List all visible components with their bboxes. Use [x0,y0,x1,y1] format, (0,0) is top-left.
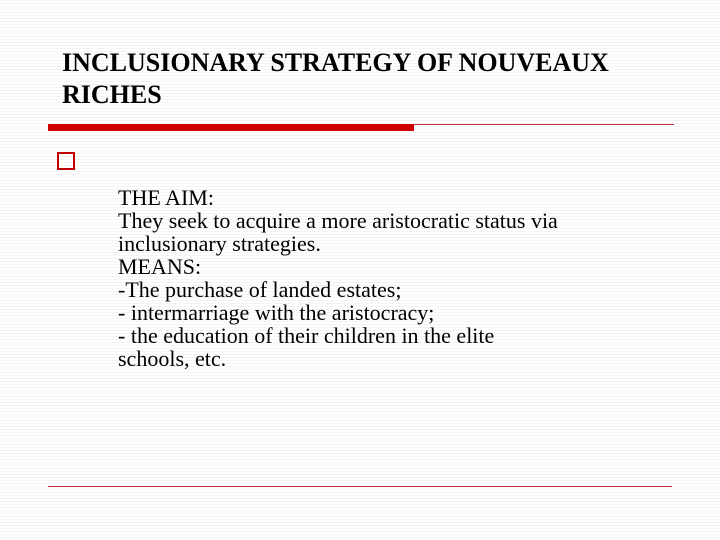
title-divider-rule [414,124,674,125]
aim-text-line: inclusionary strategies. [118,231,321,256]
means-heading: MEANS: [118,254,202,279]
slide-title: INCLUSIONARY STRATEGY OF NOUVEAUX RICHES [62,48,609,109]
body-text [118,186,678,370]
hollow-square-bullet-icon [57,152,75,170]
aim-heading: THE AIM: [118,185,214,210]
means-item-line: - the education of their children in the elite [118,323,495,348]
means-item-line: - intermarriage with the aristocracy; [118,300,435,325]
aim-text-line: They seek to acquire a more aristocratic status via [118,208,558,233]
footer-divider-rule [48,486,672,487]
title-accent-bar [48,124,414,131]
means-item-line: schools, etc. [118,346,227,371]
means-item-line: -The purchase of landed estates; [118,277,402,302]
